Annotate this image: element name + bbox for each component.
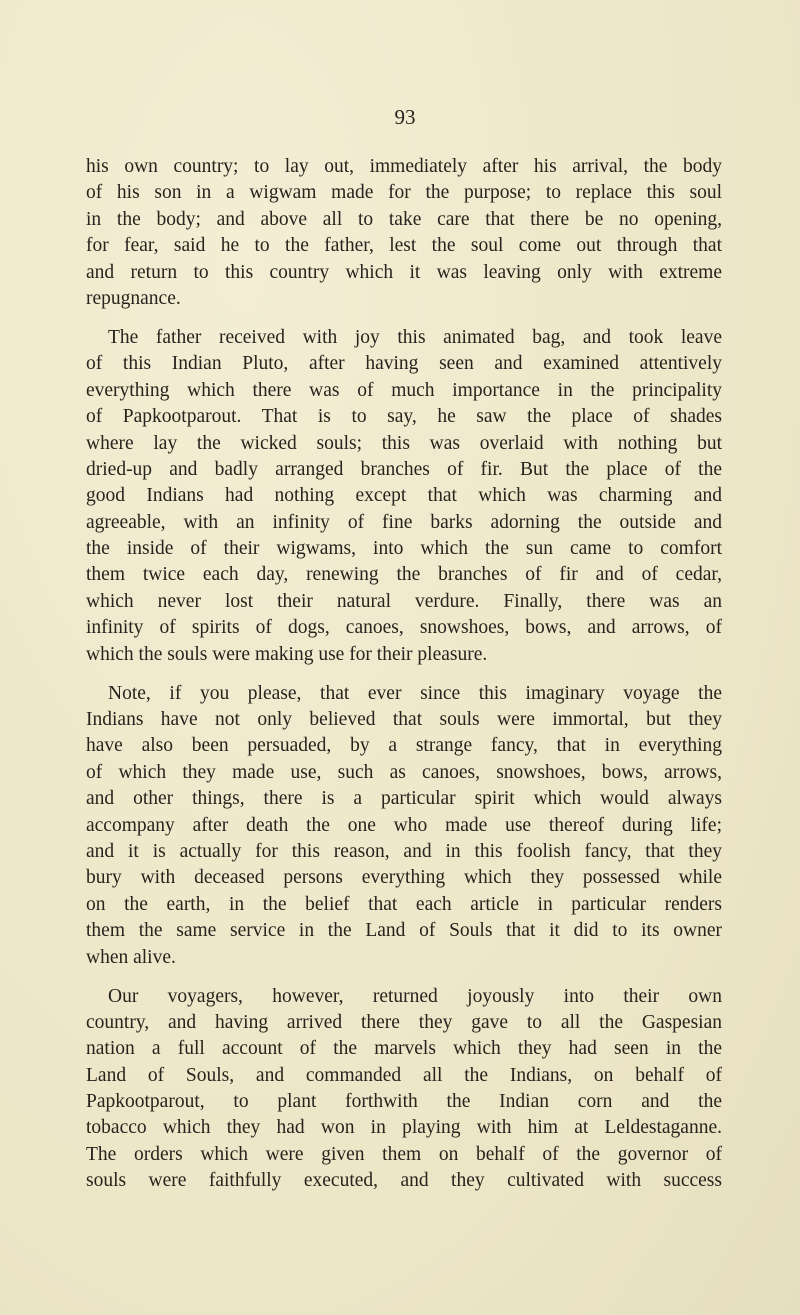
text-line: which the souls were making use for their pleasure.: [86, 643, 488, 665]
text-line: his own country; to lay out, immediately after his arrival, the body: [86, 156, 722, 177]
text-line: for fear, said he to the father, lest the soul come out through that: [86, 235, 722, 257]
text-line: them the same service in the Land of Souls that it did to its owner: [86, 920, 722, 942]
text-line: infinity of spirits of dogs, canoes, snowshoes, bows, and arrows, of: [86, 617, 722, 639]
text-line: and other things, there is a particular spirit which would always: [86, 788, 722, 810]
paragraph: [86, 154, 722, 312]
text-line: on the earth, in the belief that each article in particular renders: [86, 893, 722, 915]
paragraph: [86, 984, 722, 1195]
text-line: tobacco which they had won in playing with him at Leldestaganne.: [86, 1117, 722, 1139]
text-line: them twice each day, renewing the branches of fir and of cedar,: [86, 564, 722, 586]
text-line: nation a full account of the marvels which they had seen in the: [86, 1038, 722, 1060]
text-line: of his son in a wigwam made for the purpose; to replace this soul: [86, 182, 722, 204]
paragraph: [86, 681, 722, 971]
text-line: The orders which were given them on behalf of the governor of: [86, 1143, 722, 1165]
text-line: everything which there was of much importance in the principality: [86, 379, 722, 401]
text-line: dried-up and badly arranged branches of fir. But the place of the: [86, 458, 722, 480]
text-line: accompany after death the one who made use thereof during life;: [86, 814, 722, 836]
text-line: and it is actually for this reason, and in this foolish fancy, that they: [86, 840, 722, 862]
text-line: Our voyagers, however, returned joyously into their own: [108, 985, 722, 1007]
text-line: of Papkootparout. That is to say, he saw the place of shades: [86, 406, 722, 428]
text-line: of this Indian Pluto, after having seen and examined attentively: [86, 353, 722, 375]
text-line: The father received with joy this animated bag, and took leave: [108, 326, 722, 348]
text-line: Indians have not only believed that souls were immortal, but they: [86, 709, 722, 730]
text-line: Papkootparout, to plant forthwith the Indian corn and the: [86, 1091, 722, 1113]
page-number: 93: [394, 105, 416, 129]
text-line: of which they made use, such as canoes, snowshoes, bows, arrows,: [86, 761, 722, 783]
text-line: in the body; and above all to take care that there be no opening,: [86, 208, 722, 230]
text-line: agreeable, with an infinity of fine barks adorning the outside and: [86, 511, 722, 533]
text-line: and return to this country which it was leaving only with extreme: [86, 261, 722, 283]
text-line: have also been persuaded, by a strange fancy, that in everything: [86, 735, 722, 757]
text-line: which never lost their natural verdure. Finally, there was an: [86, 590, 722, 612]
text-line: Note, if you please, that ever since this imaginary voyage the: [108, 682, 722, 704]
body-text: [86, 154, 722, 1207]
text-line: souls were faithfully executed, and they cultivated with success: [86, 1170, 722, 1192]
text-line: Land of Souls, and commanded all the Indians, on behalf of: [86, 1064, 722, 1086]
text-line: where lay the wicked souls; this was overlaid with nothing but: [86, 432, 722, 454]
text-line: good Indians had nothing except that which was charming and: [86, 485, 722, 507]
text-line: bury with deceased persons everything which they possessed while: [86, 867, 722, 889]
text-line: when alive.: [86, 946, 176, 968]
text-line: the inside of their wigwams, into which the sun came to comfort: [86, 538, 722, 560]
text-line: repugnance.: [86, 287, 181, 309]
paragraph: [86, 325, 722, 668]
text-line: country, and having arrived there they gave to all the Gaspesian: [86, 1011, 722, 1033]
